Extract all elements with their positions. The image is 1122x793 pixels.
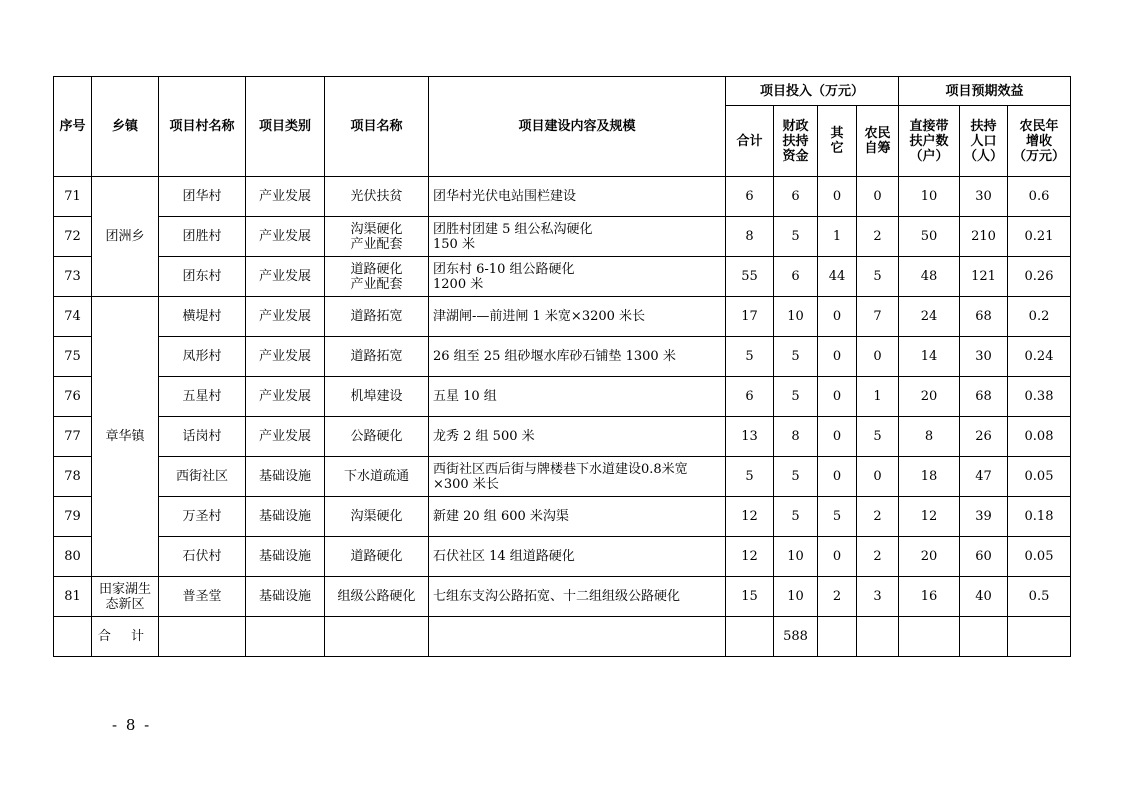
farmer-cell: 0	[857, 177, 899, 217]
total-cell: 8	[726, 217, 774, 257]
village-cell: 凤形村	[159, 337, 246, 377]
other-cell: 0	[818, 457, 857, 497]
other-cell: 2	[818, 577, 857, 617]
category-cell: 基础设施	[246, 537, 325, 577]
project-name-cell: 公路硬化	[325, 417, 429, 457]
fiscal-cell: 8	[774, 417, 818, 457]
category-cell: 产业发展	[246, 377, 325, 417]
row-seq-cell: 75	[54, 337, 92, 377]
content-cell: 津湖闸-—前进闸 1 米宽×3200 米长	[429, 297, 726, 337]
village-cell: 团胜村	[159, 217, 246, 257]
category-cell: 基础设施	[246, 457, 325, 497]
income-cell: 0.38	[1008, 377, 1071, 417]
category-cell: 基础设施	[246, 497, 325, 537]
total-cell: 55	[726, 257, 774, 297]
income-cell: 0.26	[1008, 257, 1071, 297]
project-name-cell: 沟渠硬化	[325, 497, 429, 537]
category-cell: 基础设施	[246, 577, 325, 617]
content-cell: 七组东支沟公路拓宽、十二组组级公路硬化	[429, 577, 726, 617]
other-cell: 0	[818, 417, 857, 457]
fiscal-cell: 5	[774, 497, 818, 537]
total-cell: 12	[726, 537, 774, 577]
households-cell: 20	[899, 377, 960, 417]
fiscal-cell: 10	[774, 537, 818, 577]
other-cell: 0	[818, 297, 857, 337]
header-category: 项目类别	[246, 77, 325, 177]
project-name-cell: 道路拓宽	[325, 337, 429, 377]
summary-label: 合 计	[92, 617, 159, 657]
row-seq-cell: 72	[54, 217, 92, 257]
population-cell: 210	[960, 217, 1008, 257]
header-content: 项目建设内容及规模	[429, 77, 726, 177]
other-cell: 0	[818, 177, 857, 217]
income-cell: 0.5	[1008, 577, 1071, 617]
summary-empty-cell	[726, 617, 774, 657]
header-project-name: 项目名称	[325, 77, 429, 177]
table-row	[54, 577, 1071, 617]
households-cell: 8	[899, 417, 960, 457]
row-seq-cell: 80	[54, 537, 92, 577]
population-cell: 30	[960, 337, 1008, 377]
households-cell: 14	[899, 337, 960, 377]
households-cell: 10	[899, 177, 960, 217]
other-cell: 1	[818, 217, 857, 257]
total-cell: 12	[726, 497, 774, 537]
fiscal-cell: 6	[774, 177, 818, 217]
population-cell: 47	[960, 457, 1008, 497]
summary-empty-cell	[857, 617, 899, 657]
farmer-cell: 5	[857, 417, 899, 457]
population-cell: 68	[960, 377, 1008, 417]
other-cell: 44	[818, 257, 857, 297]
row-seq-cell: 73	[54, 257, 92, 297]
summary-empty-cell	[246, 617, 325, 657]
farmer-cell: 7	[857, 297, 899, 337]
village-cell: 团华村	[159, 177, 246, 217]
total-cell: 6	[726, 177, 774, 217]
content-cell: 新建 20 组 600 米沟渠	[429, 497, 726, 537]
income-cell: 0.18	[1008, 497, 1071, 537]
row-seq-cell: 77	[54, 417, 92, 457]
households-cell: 16	[899, 577, 960, 617]
header-total: 合计	[726, 106, 774, 177]
header-village: 项目村名称	[159, 77, 246, 177]
project-name-cell: 道路硬化	[325, 537, 429, 577]
village-cell: 五星村	[159, 377, 246, 417]
total-cell: 15	[726, 577, 774, 617]
population-cell: 121	[960, 257, 1008, 297]
table-row	[54, 417, 1071, 457]
content-cell: 团东村 6-10 组公路硬化 1200 米	[429, 257, 726, 297]
households-cell: 24	[899, 297, 960, 337]
town-cell: 团洲乡	[92, 177, 159, 297]
farmer-cell: 0	[857, 337, 899, 377]
content-cell: 龙秀 2 组 500 米	[429, 417, 726, 457]
summary-empty-cell	[818, 617, 857, 657]
households-cell: 20	[899, 537, 960, 577]
farmer-cell: 2	[857, 217, 899, 257]
income-cell: 0.05	[1008, 537, 1071, 577]
town-cell: 田家湖生 态新区	[92, 577, 159, 617]
population-cell: 39	[960, 497, 1008, 537]
header-other: 其 它	[818, 106, 857, 177]
header-income: 农民年 增收 （万元）	[1008, 106, 1071, 177]
project-name-cell: 光伏扶贫	[325, 177, 429, 217]
summary-empty-cell	[1008, 617, 1071, 657]
fiscal-cell: 5	[774, 337, 818, 377]
village-cell: 话岗村	[159, 417, 246, 457]
row-seq-cell: 71	[54, 177, 92, 217]
header-farmer: 农民 自筹	[857, 106, 899, 177]
summary-empty-cell	[960, 617, 1008, 657]
project-name-cell: 道路硬化 产业配套	[325, 257, 429, 297]
fiscal-cell: 10	[774, 577, 818, 617]
content-cell: 团胜村团建 5 组公私沟硬化 150 米	[429, 217, 726, 257]
project-name-cell: 下水道疏通	[325, 457, 429, 497]
table-row	[54, 217, 1071, 257]
category-cell: 产业发展	[246, 217, 325, 257]
project-name-cell: 机埠建设	[325, 377, 429, 417]
content-cell: 五星 10 组	[429, 377, 726, 417]
row-seq-cell: 81	[54, 577, 92, 617]
header-fiscal: 财政 扶持 资金	[774, 106, 818, 177]
header-benefit-group: 项目预期效益	[899, 77, 1071, 106]
farmer-cell: 2	[857, 497, 899, 537]
village-cell: 万圣村	[159, 497, 246, 537]
total-cell: 5	[726, 457, 774, 497]
population-cell: 40	[960, 577, 1008, 617]
farmer-cell: 1	[857, 377, 899, 417]
page-number: - 8 -	[112, 716, 152, 734]
fiscal-cell: 10	[774, 297, 818, 337]
row-seq-cell: 79	[54, 497, 92, 537]
table-body	[54, 177, 1071, 617]
table-row	[54, 457, 1071, 497]
row-seq-cell: 76	[54, 377, 92, 417]
summary-seq-cell	[54, 617, 92, 657]
summary-empty-cell	[429, 617, 726, 657]
project-name-cell: 沟渠硬化 产业配套	[325, 217, 429, 257]
summary-empty-cell	[325, 617, 429, 657]
content-cell: 26 组至 25 组砂堰水库砂石铺垫 1300 米	[429, 337, 726, 377]
table-row	[54, 537, 1071, 577]
households-cell: 12	[899, 497, 960, 537]
farmer-cell: 5	[857, 257, 899, 297]
other-cell: 0	[818, 337, 857, 377]
population-cell: 68	[960, 297, 1008, 337]
income-cell: 0.2	[1008, 297, 1071, 337]
town-cell: 章华镇	[92, 297, 159, 577]
population-cell: 26	[960, 417, 1008, 457]
other-cell: 5	[818, 497, 857, 537]
households-cell: 48	[899, 257, 960, 297]
income-cell: 0.05	[1008, 457, 1071, 497]
table-row	[54, 337, 1071, 377]
summary-empty-cell	[899, 617, 960, 657]
category-cell: 产业发展	[246, 257, 325, 297]
households-cell: 50	[899, 217, 960, 257]
village-cell: 普圣堂	[159, 577, 246, 617]
project-table	[53, 76, 1071, 657]
other-cell: 0	[818, 377, 857, 417]
village-cell: 西街社区	[159, 457, 246, 497]
category-cell: 产业发展	[246, 417, 325, 457]
table-row	[54, 257, 1071, 297]
header-population: 扶持 人口 （人）	[960, 106, 1008, 177]
other-cell: 0	[818, 537, 857, 577]
village-cell: 团东村	[159, 257, 246, 297]
header-investment-group: 项目投入（万元）	[726, 77, 899, 106]
fiscal-cell: 5	[774, 377, 818, 417]
table-row	[54, 177, 1071, 217]
category-cell: 产业发展	[246, 297, 325, 337]
summary-fiscal-total: 588	[774, 617, 818, 657]
income-cell: 0.6	[1008, 177, 1071, 217]
total-cell: 13	[726, 417, 774, 457]
content-cell: 石伏社区 14 组道路硬化	[429, 537, 726, 577]
header-households: 直接带 扶户数 （户）	[899, 106, 960, 177]
category-cell: 产业发展	[246, 337, 325, 377]
income-cell: 0.24	[1008, 337, 1071, 377]
total-cell: 5	[726, 337, 774, 377]
header-town: 乡镇	[92, 77, 159, 177]
farmer-cell: 2	[857, 537, 899, 577]
population-cell: 30	[960, 177, 1008, 217]
fiscal-cell: 6	[774, 257, 818, 297]
fiscal-cell: 5	[774, 217, 818, 257]
farmer-cell: 3	[857, 577, 899, 617]
income-cell: 0.08	[1008, 417, 1071, 457]
table-row	[54, 297, 1071, 337]
village-cell: 石伏村	[159, 537, 246, 577]
project-name-cell: 道路拓宽	[325, 297, 429, 337]
header-seq: 序号	[54, 77, 92, 177]
farmer-cell: 0	[857, 457, 899, 497]
summary-empty-cell	[159, 617, 246, 657]
category-cell: 产业发展	[246, 177, 325, 217]
village-cell: 横堤村	[159, 297, 246, 337]
population-cell: 60	[960, 537, 1008, 577]
fiscal-cell: 5	[774, 457, 818, 497]
total-cell: 6	[726, 377, 774, 417]
row-seq-cell: 74	[54, 297, 92, 337]
project-name-cell: 组级公路硬化	[325, 577, 429, 617]
table-row	[54, 377, 1071, 417]
table-row	[54, 497, 1071, 537]
income-cell: 0.21	[1008, 217, 1071, 257]
content-cell: 西街社区西后街与牌楼巷下水道建设0.8米宽 ×300 米长	[429, 457, 726, 497]
content-cell: 团华村光伏电站围栏建设	[429, 177, 726, 217]
summary-row	[54, 617, 1071, 657]
row-seq-cell: 78	[54, 457, 92, 497]
households-cell: 18	[899, 457, 960, 497]
total-cell: 17	[726, 297, 774, 337]
